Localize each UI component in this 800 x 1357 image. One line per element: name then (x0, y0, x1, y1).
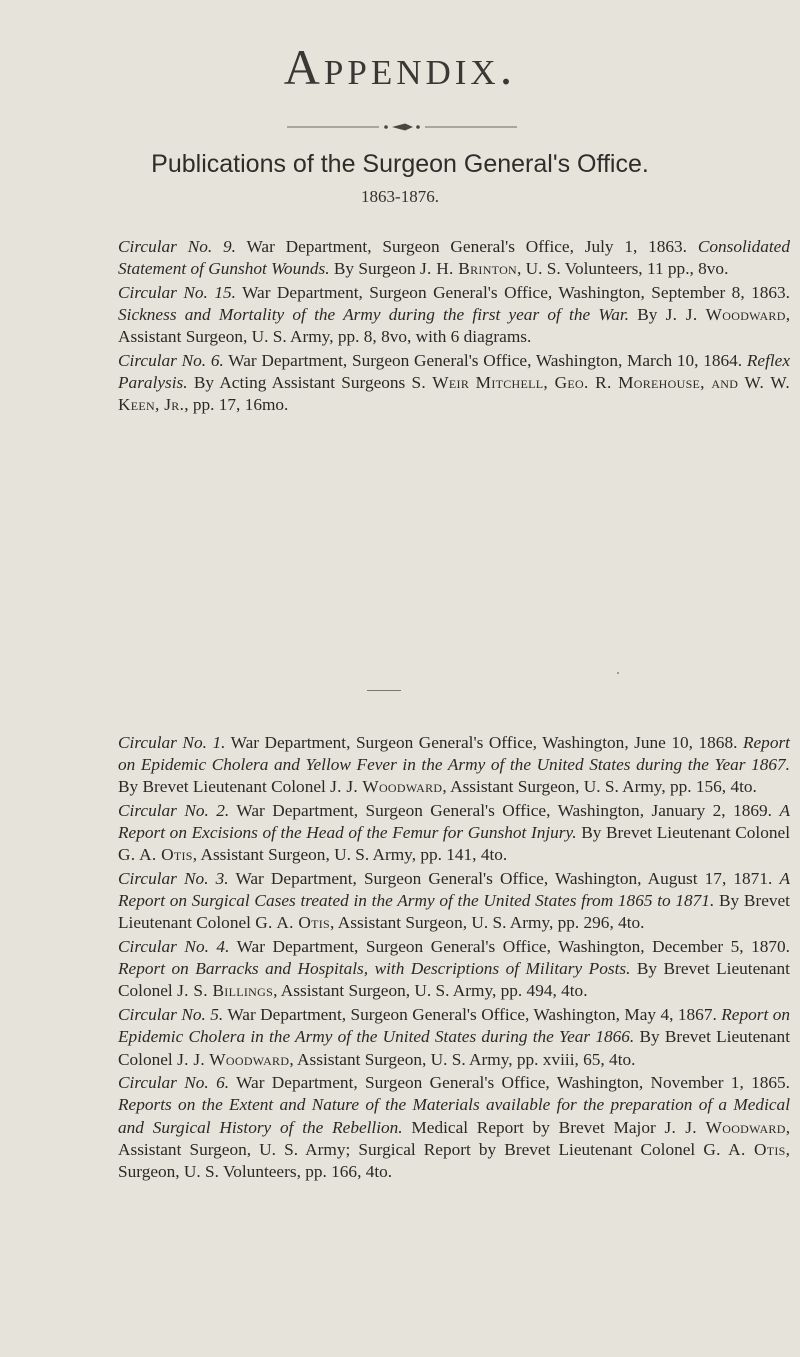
author: S. Weir Mitchell, Geo. R. Morehouse, and W. W. Keen, Jr. (118, 373, 790, 415)
publication-entry (118, 936, 790, 1002)
circular-number: Circular No. 4. (118, 937, 230, 957)
circular-number: Circular No. 2. (118, 801, 230, 821)
publication-title: Report on Barracks and Hospitals, with Descriptions of Military Posts. (118, 959, 631, 979)
author: G. A. Otis (703, 1139, 786, 1159)
section-divider (367, 690, 401, 691)
publication-details: , Surgeon, U. S. Volunteers, pp. 166, 4to. (118, 1139, 790, 1181)
by-line: By (637, 305, 658, 325)
publication-details: , Assistant Surgeon, U. S. Army, pp. xviii, 65, 4to. (289, 1049, 636, 1069)
publication-entry (118, 732, 790, 798)
publication-entry (118, 1004, 790, 1070)
publication-list-2 (118, 732, 790, 1185)
by-line: By Brevet Lieutenant Colonel (581, 823, 790, 843)
publication-title: A Report on Excisions of the Head of the Femur for Gunshot Injury. (118, 801, 790, 843)
paper-speck (617, 672, 619, 674)
department: War Department, Surgeon General's Office, Washington, September 8, 1863. (242, 282, 790, 302)
department: War Department, Surgeon General's Office, Washington, May 4, 1867. (227, 1005, 717, 1025)
circular-number: Circular No. 9. (118, 237, 236, 256)
department: War Department, Surgeon General's Office, Washington, December 5, 1870. (236, 937, 790, 957)
publication-title: A Report on Surgical Cases treated in the Army of the United States from 1865 to 1871. (118, 869, 790, 911)
by-line: Medical Report by Brevet Major (411, 1117, 656, 1137)
author: J. J. Woodward (664, 1117, 786, 1137)
by-line: By Brevet Lieutenant Colonel (118, 777, 326, 797)
department: War Department, Surgeon General's Office, Washington, June 10, 1868. (230, 733, 738, 752)
publication-details: , Assistant Surgeon, U. S. Army, pp. 296, 4to. (330, 913, 645, 933)
by-line: By Acting Assistant Surgeons (193, 373, 406, 393)
publication-entry (118, 1072, 790, 1182)
circular-number: Circular No. 15. (118, 282, 236, 302)
publication-details: , Assistant Surgeon, U. S. Army, pp. 494, 4to. (273, 981, 588, 1001)
by-line: By Surgeon (333, 259, 416, 279)
by-line: By Brevet Lieutenant Colonel (118, 891, 790, 933)
circular-number: Circular No. 5. (118, 1005, 224, 1025)
by-line: By Brevet Lieutenant Colonel (118, 959, 790, 1001)
publication-title: Report on Epidemic Cholera and Yellow Fever in the Army of the United States during the Year 1867. (118, 733, 790, 775)
year-range: 1863-1876. (361, 187, 439, 206)
publication-details: , Assistant Surgeon, U. S. Army, pp. 141, 4to. (192, 845, 508, 865)
publication-entry (118, 868, 790, 934)
publication-entry (118, 236, 790, 280)
publication-entry (118, 282, 790, 348)
publication-details: , Assistant Surgeon, U. S. Army, pp. 156, 4to. (442, 777, 757, 797)
publication-details: , pp. 17, 16mo. (184, 395, 289, 415)
author: J. J. Woodward (177, 1049, 290, 1069)
department: War Department, Surgeon General's Office, July 1, 1863. (246, 237, 687, 256)
section-heading: Publications of the Surgeon General's Office. (151, 150, 649, 178)
publication-list-1 (118, 236, 790, 418)
publication-title: Consolidated Statement of Gunshot Wounds. (118, 237, 790, 279)
department: War Department, Surgeon General's Office, Washington, November 1, 1865. (236, 1073, 790, 1093)
publication-details: , U. S. Volunteers, 11 pp., 8vo. (517, 259, 729, 279)
circular-number: Circular No. 6. (118, 1073, 230, 1093)
publication-details: , Assistant Surgeon, U. S. Army; Surgical Report by Brevet Lieutenant Colonel (118, 1117, 791, 1159)
publication-title: Reports on the Extent and Nature of the Materials available for the preparation of a Medical and Surgical History of the Rebellion. (118, 1095, 790, 1137)
author: J. S. Billings (177, 981, 274, 1001)
circular-number: Circular No. 1. (118, 733, 226, 752)
department: War Department, Surgeon General's Office, Washington, August 17, 1871. (235, 869, 773, 889)
ornament-rule (287, 122, 517, 132)
author: J. J. Woodward (665, 305, 786, 325)
page-title: Appendix. (283, 39, 517, 95)
publication-details: , Assistant Surgeon, U. S. Army, pp. 8, 8vo, with 6 diagrams. (118, 305, 791, 347)
circular-number: Circular No. 6. (118, 351, 224, 371)
author: J. H. Brinton (419, 259, 518, 279)
department: War Department, Surgeon General's Office, Washington, March 10, 1864. (228, 351, 743, 371)
publication-title: Sickness and Mortality of the Army during the first year of the War. (118, 305, 629, 325)
author: G. A. Otis (255, 913, 331, 933)
circular-number: Circular No. 3. (118, 869, 229, 889)
department: War Department, Surgeon General's Office, Washington, January 2, 1869. (236, 801, 772, 821)
author: J. J. Woodward (330, 777, 443, 797)
publication-entry (118, 350, 790, 416)
by-line: By Brevet Lieutenant Colonel (118, 1027, 790, 1069)
publication-entry (118, 800, 790, 866)
publication-title: Report on Epidemic Cholera in the Army of the United States during the Year 1866. (118, 1005, 790, 1047)
author: G. A. Otis (118, 845, 193, 865)
publication-title: Reflex Paralysis. (118, 351, 791, 393)
